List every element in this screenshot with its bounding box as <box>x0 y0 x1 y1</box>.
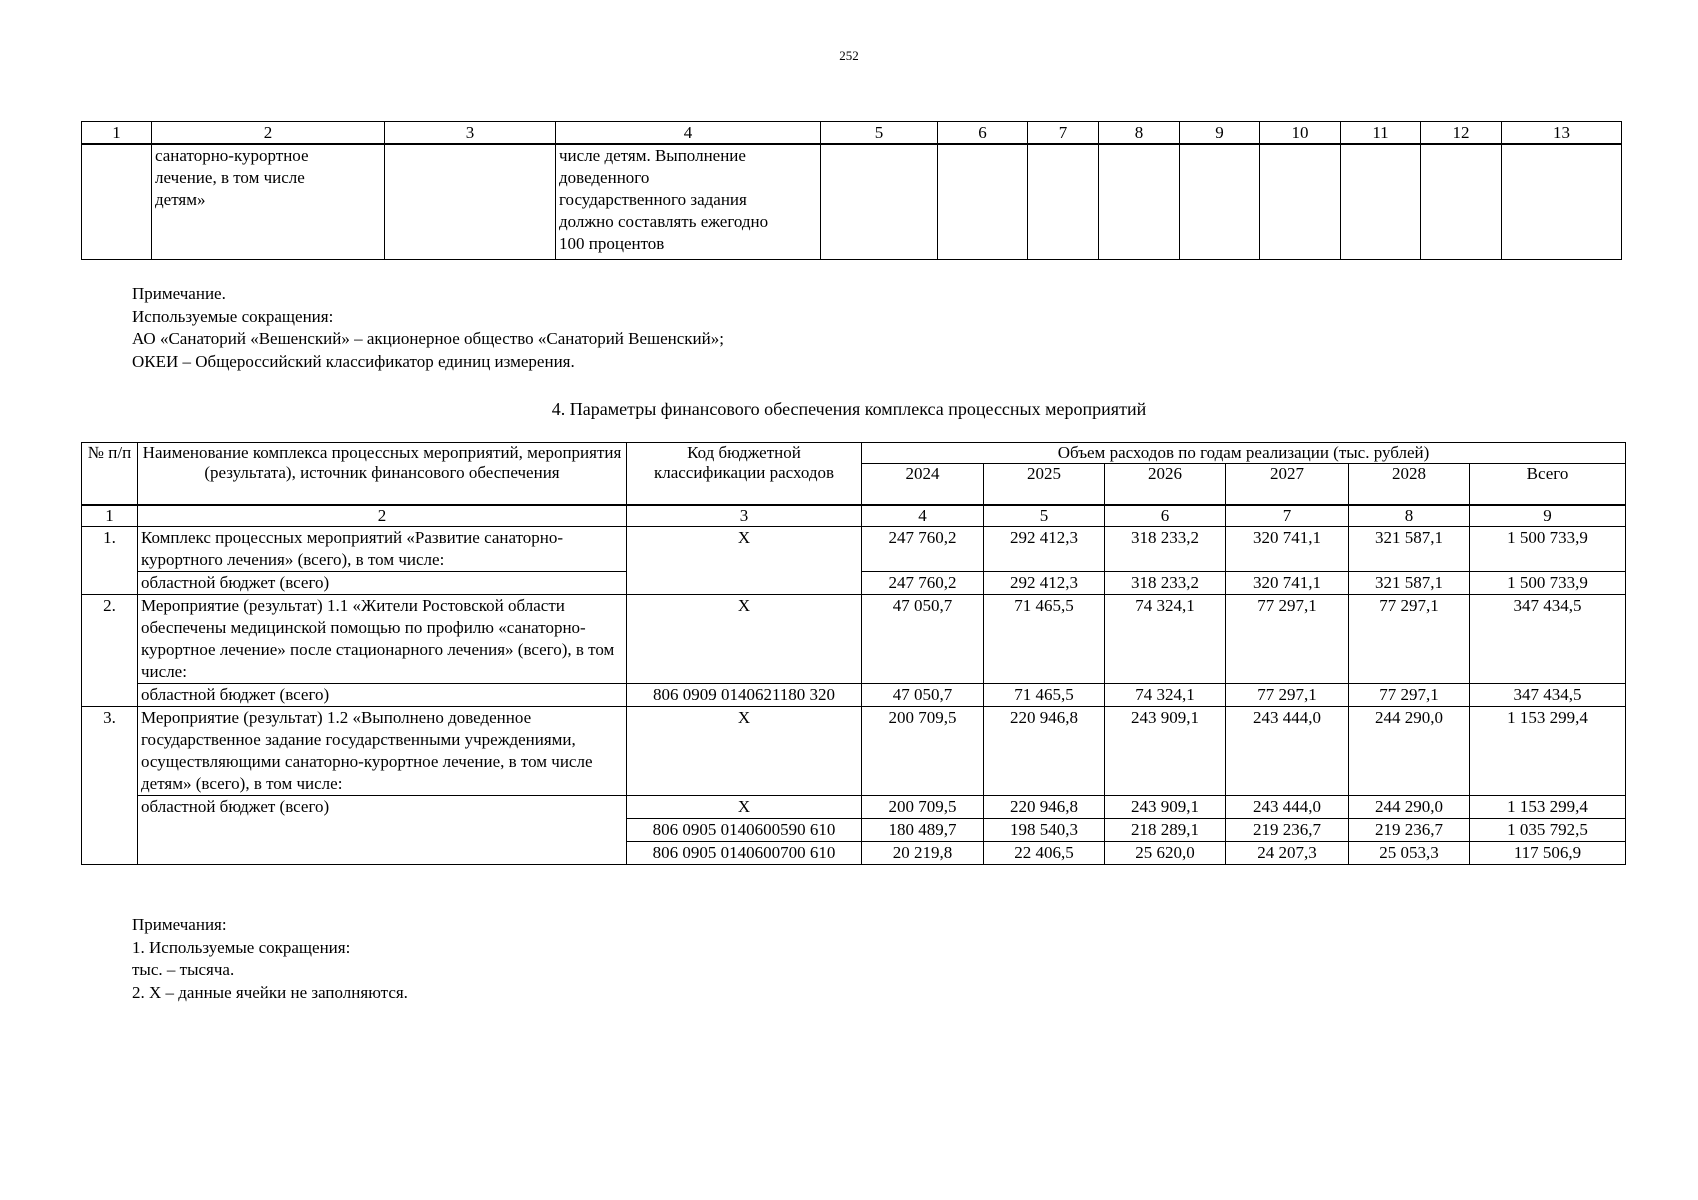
text-line: лечение, в том числе <box>155 168 305 187</box>
row-number: 1. <box>82 527 138 595</box>
header-year: 2026 <box>1105 464 1226 506</box>
value-2025: 71 465,5 <box>984 684 1105 707</box>
note-line: 1. Используемые сокращения: <box>132 937 351 957</box>
value-total: 117 506,9 <box>1470 842 1626 865</box>
value-2025: 198 540,3 <box>984 819 1105 842</box>
header-total: Всего <box>1470 464 1626 506</box>
value-2024: 200 709,5 <box>862 796 984 819</box>
text-line: числе детям. Выполнение <box>559 146 746 165</box>
value-2024: 47 050,7 <box>862 684 984 707</box>
column-number: 9 <box>1180 122 1260 145</box>
text-line: детям» <box>155 190 206 209</box>
value-2025: 220 946,8 <box>984 707 1105 796</box>
empty-cell <box>1099 144 1180 260</box>
value-total: 1 035 792,5 <box>1470 819 1626 842</box>
column-number: 8 <box>1099 122 1180 145</box>
table-row <box>82 796 1626 819</box>
value-2027: 77 297,1 <box>1226 595 1349 684</box>
value-2027: 243 444,0 <box>1226 707 1349 796</box>
note-abbreviations <box>132 283 724 373</box>
finance-table <box>81 442 1626 865</box>
section-title: 4. Параметры финансового обеспечения комплекса процессных мероприятий <box>551 399 1147 419</box>
text-line: государственного задания <box>559 190 747 209</box>
column-number: 5 <box>821 122 938 145</box>
row-code: Х <box>627 595 862 684</box>
empty-cell <box>1028 144 1099 260</box>
value-2026: 25 620,0 <box>1105 842 1226 865</box>
value-2028: 321 587,1 <box>1349 527 1470 572</box>
column-number: 1 <box>82 122 152 145</box>
row-code: 806 0905 0140600700 610 <box>627 842 862 865</box>
value-2025: 220 946,8 <box>984 796 1105 819</box>
header-year: 2025 <box>984 464 1105 506</box>
value-2027: 24 207,3 <box>1226 842 1349 865</box>
empty-cell <box>821 144 938 260</box>
header-num: № п/п <box>82 443 138 506</box>
column-number: 5 <box>984 505 1105 527</box>
text-line: 100 процентов <box>559 234 665 253</box>
value-total: 1 500 733,9 <box>1470 527 1626 572</box>
value-2026: 318 233,2 <box>1105 572 1226 595</box>
column-number: 6 <box>938 122 1028 145</box>
note-title: Примечания: <box>132 915 227 934</box>
value-2024: 247 760,2 <box>862 572 984 595</box>
value-2028: 77 297,1 <box>1349 684 1470 707</box>
table-row <box>82 144 1622 260</box>
table-row <box>82 684 1626 707</box>
value-2027: 320 741,1 <box>1226 527 1349 572</box>
value-total: 1 500 733,9 <box>1470 572 1626 595</box>
note-line: АО «Санаторий «Вешенский» – акционерное общество «Санаторий Вешенский»; <box>132 329 724 348</box>
text-line: доведенного <box>559 168 650 187</box>
note-title: Примечание. <box>132 284 226 303</box>
column-number: 4 <box>862 505 984 527</box>
column-number: 9 <box>1470 505 1626 527</box>
row-name: областной бюджет (всего) <box>138 796 627 865</box>
empty-cell <box>1341 144 1421 260</box>
table-row <box>82 595 1626 684</box>
header-row <box>82 443 1626 464</box>
note-line: Используемые сокращения: <box>132 306 334 326</box>
value-2025: 71 465,5 <box>984 595 1105 684</box>
value-2026: 74 324,1 <box>1105 595 1226 684</box>
value-2026: 243 909,1 <box>1105 796 1226 819</box>
column-number: 4 <box>556 122 821 145</box>
row-code: Х <box>627 707 862 796</box>
row-code: 806 0905 0140600590 610 <box>627 819 862 842</box>
note-footnotes <box>132 914 408 1004</box>
value-2024: 180 489,7 <box>862 819 984 842</box>
value-2027: 320 741,1 <box>1226 572 1349 595</box>
header-year: 2028 <box>1349 464 1470 506</box>
note-line: тыс. – тысяча. <box>132 960 235 979</box>
note-line: ОКЕИ – Общероссийский классификатор единиц измерения. <box>132 351 575 371</box>
header-name: Наименование комплекса процессных мероприятий, мероприятия (результата), источник финансового обеспечения <box>138 443 627 506</box>
column-number: 2 <box>138 505 627 527</box>
column-number: 6 <box>1105 505 1226 527</box>
header-year: 2024 <box>862 464 984 506</box>
value-2024: 200 709,5 <box>862 707 984 796</box>
value-2028: 244 290,0 <box>1349 796 1470 819</box>
page-number: 252 <box>839 48 859 63</box>
row-code: Х <box>627 527 862 595</box>
text-line: санаторно-курортное <box>155 146 309 165</box>
empty-cell <box>82 144 152 260</box>
column-number: 12 <box>1421 122 1502 145</box>
empty-cell <box>938 144 1028 260</box>
value-2027: 77 297,1 <box>1226 684 1349 707</box>
value-2024: 47 050,7 <box>862 595 984 684</box>
value-total: 1 153 299,4 <box>1470 796 1626 819</box>
header-year: 2027 <box>1226 464 1349 506</box>
empty-cell <box>1260 144 1341 260</box>
value-2025: 22 406,5 <box>984 842 1105 865</box>
value-2025: 292 412,3 <box>984 527 1105 572</box>
value-2026: 218 289,1 <box>1105 819 1226 842</box>
row-name: Мероприятие (результат) 1.2 «Выполнено доведенное государственное задание государственными учреждениями, осуществляющими санаторно-курортное лечение, в том числе детям» (всего), в том числе: <box>138 707 627 796</box>
row-number: 3. <box>82 707 138 865</box>
value-2028: 219 236,7 <box>1349 819 1470 842</box>
column-number-row <box>82 122 1622 145</box>
table-row <box>82 527 1626 572</box>
value-2028: 244 290,0 <box>1349 707 1470 796</box>
header-volume: Объем расходов по годам реализации (тыс. рублей) <box>862 443 1626 464</box>
row-code: Х <box>627 796 862 819</box>
column-number: 3 <box>627 505 862 527</box>
value-2028: 77 297,1 <box>1349 595 1470 684</box>
column-number: 13 <box>1502 122 1622 145</box>
value-2024: 20 219,8 <box>862 842 984 865</box>
value-total: 1 153 299,4 <box>1470 707 1626 796</box>
table-row <box>82 707 1626 796</box>
column-number: 7 <box>1226 505 1349 527</box>
value-2026: 318 233,2 <box>1105 527 1226 572</box>
value-2028: 321 587,1 <box>1349 572 1470 595</box>
row-name: Мероприятие (результат) 1.1 «Жители Ростовской области обеспечены медицинской помощью по профилю «санаторно-курортное лечение» после стационарного лечения» (всего), в том числе: <box>138 595 627 684</box>
note-line: 2. Х – данные ячейки не заполняются. <box>132 982 408 1002</box>
column-number: 7 <box>1028 122 1099 145</box>
row-number: 2. <box>82 595 138 707</box>
empty-cell <box>1421 144 1502 260</box>
column-number: 11 <box>1341 122 1421 145</box>
value-2025: 292 412,3 <box>984 572 1105 595</box>
header-code: Код бюджетной классификации расходов <box>627 443 862 506</box>
column-number-row <box>82 505 1626 527</box>
column-number: 2 <box>152 122 385 145</box>
value-2027: 243 444,0 <box>1226 796 1349 819</box>
empty-cell <box>1180 144 1260 260</box>
value-2026: 74 324,1 <box>1105 684 1226 707</box>
column-number: 10 <box>1260 122 1341 145</box>
row-name: областной бюджет (всего) <box>138 684 627 707</box>
text-line: должно составлять ежегодно <box>559 212 769 231</box>
result-name-cell <box>152 144 385 260</box>
value-2028: 25 053,3 <box>1349 842 1470 865</box>
empty-cell <box>1502 144 1622 260</box>
empty-cell <box>385 144 556 260</box>
row-code: 806 0909 0140621180 320 <box>627 684 862 707</box>
description-cell <box>556 144 821 260</box>
row-name: Комплекс процессных мероприятий «Развитие санаторно-курортного лечения» (всего), в том числе: <box>138 527 627 572</box>
column-number: 8 <box>1349 505 1470 527</box>
continuation-table <box>81 121 1622 260</box>
value-2027: 219 236,7 <box>1226 819 1349 842</box>
value-2024: 247 760,2 <box>862 527 984 572</box>
value-total: 347 434,5 <box>1470 595 1626 684</box>
column-number: 3 <box>385 122 556 145</box>
column-number: 1 <box>82 505 138 527</box>
value-total: 347 434,5 <box>1470 684 1626 707</box>
row-name: областной бюджет (всего) <box>138 572 627 595</box>
value-2026: 243 909,1 <box>1105 707 1226 796</box>
